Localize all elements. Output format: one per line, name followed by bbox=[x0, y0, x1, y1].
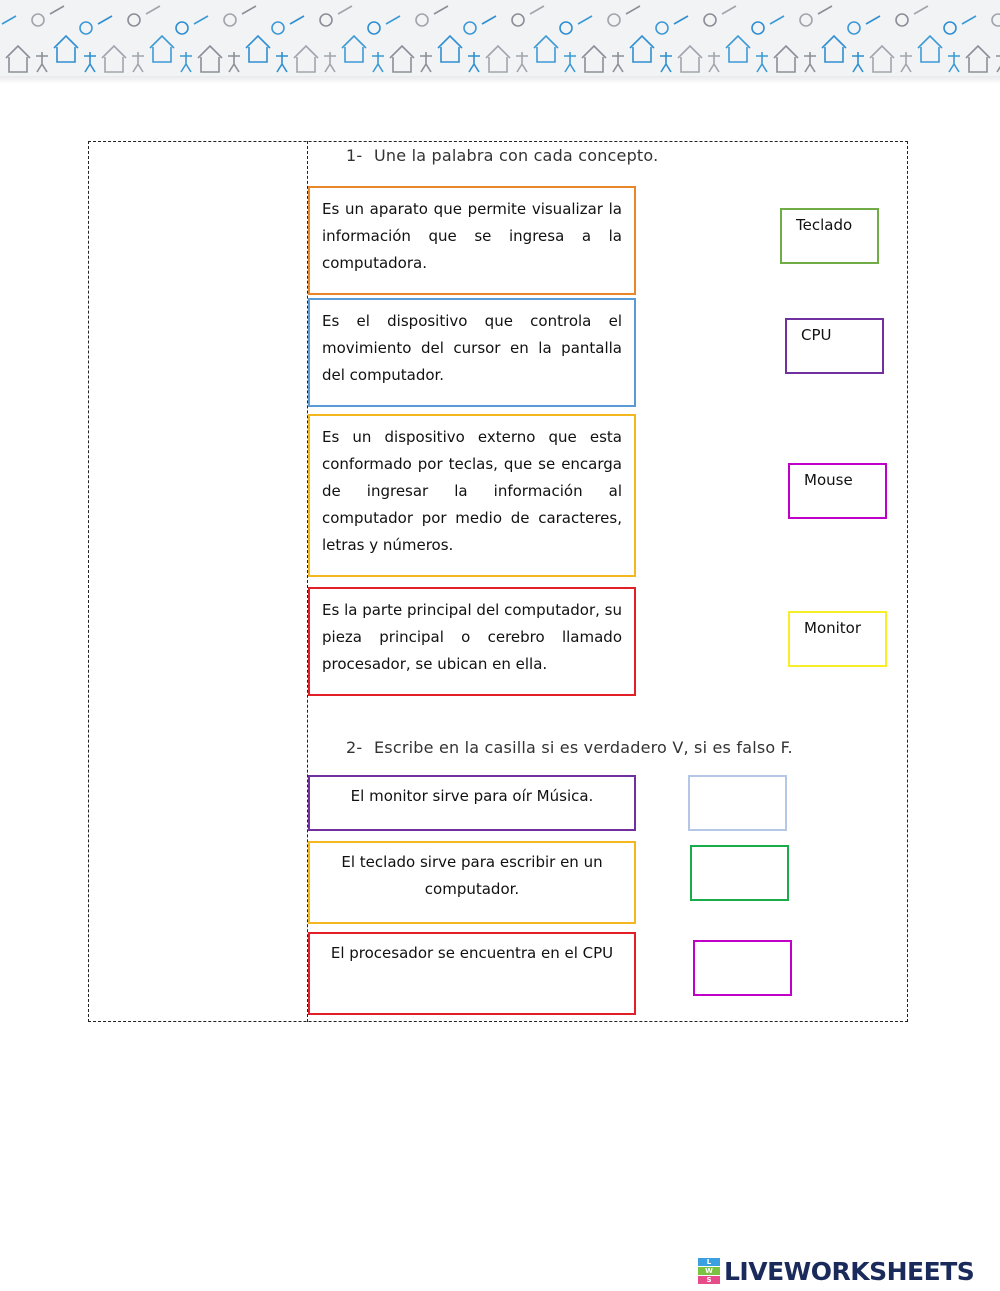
definition-text: Es la parte principal del computador, su pieza principal o cerebro llamado procesador, se ubican en ella. bbox=[322, 601, 622, 673]
doodle-shape bbox=[438, 36, 462, 62]
definition-text: Es un dispositivo externo que esta conformado por teclas, que se encarga de ingresar la información al computador por medio de caracteres, letras y números. bbox=[322, 428, 622, 554]
doodle-shape bbox=[992, 14, 1000, 26]
doodle-shape bbox=[386, 16, 400, 24]
doodle-shape bbox=[228, 52, 240, 72]
doodle-shape bbox=[608, 14, 620, 26]
doodle-shape bbox=[482, 16, 496, 24]
doodle-shape bbox=[848, 22, 860, 34]
doodle-shape bbox=[468, 52, 480, 72]
doodle-shape bbox=[866, 16, 880, 24]
doodle-shape bbox=[368, 22, 380, 34]
doodle-shape bbox=[194, 16, 208, 24]
section1-number: 1- bbox=[346, 146, 363, 165]
word-label: Mouse bbox=[804, 471, 853, 489]
doodle-shape bbox=[294, 46, 318, 72]
doodle-shape bbox=[132, 52, 144, 72]
brand-name: LIVEWORKSHEETS bbox=[724, 1256, 975, 1286]
doodle-shape bbox=[944, 22, 956, 34]
doodle-shape bbox=[752, 22, 764, 34]
doodle-shape bbox=[516, 52, 528, 72]
definition-text: Es el dispositivo que controla el movimiento del cursor en la pantalla del computador. bbox=[322, 312, 622, 384]
doodle-shape bbox=[656, 22, 668, 34]
doodle-shape bbox=[852, 52, 864, 72]
doodle-shape bbox=[242, 6, 256, 14]
doodle-shape bbox=[272, 22, 284, 34]
doodle-shape bbox=[512, 14, 524, 26]
statement-box bbox=[308, 932, 636, 1015]
doodle-shape bbox=[390, 46, 414, 72]
doodle-shape bbox=[560, 22, 572, 34]
definition-box-keyboard bbox=[308, 414, 636, 577]
doodle-shape bbox=[146, 6, 160, 14]
doodle-shape bbox=[246, 36, 270, 62]
section1-instruction: Une la palabra con cada concepto. bbox=[374, 146, 659, 165]
answer-input-1[interactable] bbox=[688, 775, 787, 831]
statement-text: El monitor sirve para oír Música. bbox=[350, 787, 594, 805]
section2-instruction: Escribe en la casilla si es verdadero V, si es falso F. bbox=[374, 738, 793, 757]
doodle-shape bbox=[290, 16, 304, 24]
doodle-shape bbox=[464, 22, 476, 34]
doodle-shape bbox=[966, 46, 990, 72]
doodle-shape bbox=[224, 14, 236, 26]
answer-input-2[interactable] bbox=[690, 845, 789, 901]
logo-letter: L bbox=[698, 1258, 720, 1266]
doodle-shape bbox=[818, 6, 832, 14]
doodle-shape bbox=[674, 16, 688, 24]
doodle-shape bbox=[996, 52, 1000, 72]
doodle-shape bbox=[722, 6, 736, 14]
doodle-shape bbox=[708, 52, 720, 72]
doodle-shape bbox=[900, 52, 912, 72]
doodle-shape bbox=[822, 36, 846, 62]
section1-heading bbox=[346, 146, 658, 165]
word-card-monitor[interactable] bbox=[788, 611, 887, 667]
doodle-shape bbox=[564, 52, 576, 72]
doodle-shape bbox=[80, 22, 92, 34]
word-card-teclado[interactable] bbox=[780, 208, 879, 264]
doodle-shape bbox=[50, 6, 64, 14]
doodle-shape bbox=[276, 52, 288, 72]
doodle-shape bbox=[54, 36, 78, 62]
logo-letter: S bbox=[698, 1276, 720, 1284]
doodle-shape bbox=[962, 16, 976, 24]
doodle-shape bbox=[704, 14, 716, 26]
doodle-shape bbox=[36, 52, 48, 72]
doodle-shape bbox=[870, 46, 894, 72]
doodle-shape bbox=[774, 46, 798, 72]
doodle-shape bbox=[320, 14, 332, 26]
doodle-shape bbox=[678, 46, 702, 72]
doodle-pattern bbox=[0, 0, 1000, 82]
doodle-shape bbox=[626, 6, 640, 14]
doodle-shape bbox=[578, 16, 592, 24]
doodle-shape bbox=[612, 52, 624, 72]
section2-number: 2- bbox=[346, 738, 363, 757]
doodle-shape bbox=[176, 22, 188, 34]
definition-box-monitor bbox=[308, 186, 636, 295]
definition-box-mouse bbox=[308, 298, 636, 407]
statement-text: El procesador se encuentra en el CPU bbox=[330, 944, 614, 962]
doodle-shape bbox=[324, 52, 336, 72]
footer-logo bbox=[698, 1256, 974, 1286]
definition-text: Es un aparato que permite visualizar la información que se ingresa a la computadora. bbox=[322, 200, 622, 272]
doodle-shape bbox=[896, 14, 908, 26]
doodle-shape bbox=[416, 14, 428, 26]
doodle-shape bbox=[98, 16, 112, 24]
doodle-shape bbox=[434, 6, 448, 14]
doodle-shape bbox=[150, 36, 174, 62]
word-label: CPU bbox=[801, 326, 832, 344]
doodle-shape bbox=[726, 36, 750, 62]
doodle-shape bbox=[6, 46, 30, 72]
section2-heading bbox=[346, 738, 793, 757]
doodle-shape bbox=[198, 46, 222, 72]
doodle-shape bbox=[756, 52, 768, 72]
doodle-shape bbox=[800, 14, 812, 26]
doodle-shape bbox=[804, 52, 816, 72]
liveworksheets-logo-icon bbox=[698, 1258, 720, 1285]
doodle-shape bbox=[180, 52, 192, 72]
doodle-shape bbox=[128, 14, 140, 26]
doodle-shape bbox=[948, 52, 960, 72]
answer-input-3[interactable] bbox=[693, 940, 792, 996]
word-label: Monitor bbox=[804, 619, 862, 637]
doodle-shape bbox=[102, 46, 126, 72]
doodle-shape bbox=[530, 6, 544, 14]
doodle-shape bbox=[630, 36, 654, 62]
doodle-shape bbox=[32, 14, 44, 26]
doodle-shape bbox=[914, 6, 928, 14]
doodle-shape bbox=[660, 52, 672, 72]
word-card-mouse[interactable] bbox=[788, 463, 887, 519]
logo-letter: W bbox=[698, 1267, 720, 1275]
doodle-shape bbox=[342, 36, 366, 62]
doodle-shape bbox=[372, 52, 384, 72]
word-card-cpu[interactable] bbox=[785, 318, 884, 374]
doodle-shape bbox=[2, 16, 16, 24]
doodle-shape bbox=[918, 36, 942, 62]
banner-shadow bbox=[0, 76, 1000, 84]
doodle-shape bbox=[420, 52, 432, 72]
doodle-shape bbox=[534, 36, 558, 62]
doodle-shape bbox=[486, 46, 510, 72]
doodle-shape bbox=[84, 52, 96, 72]
doodle-shape bbox=[582, 46, 606, 72]
doodle-shape bbox=[338, 6, 352, 14]
statement-box bbox=[308, 775, 636, 831]
definition-box-cpu bbox=[308, 587, 636, 696]
header-banner bbox=[0, 0, 1000, 82]
statement-text: El teclado sirve para escribir en un computador. bbox=[341, 853, 603, 898]
statement-box bbox=[308, 841, 636, 924]
word-label: Teclado bbox=[796, 216, 853, 234]
doodle-shape bbox=[770, 16, 784, 24]
